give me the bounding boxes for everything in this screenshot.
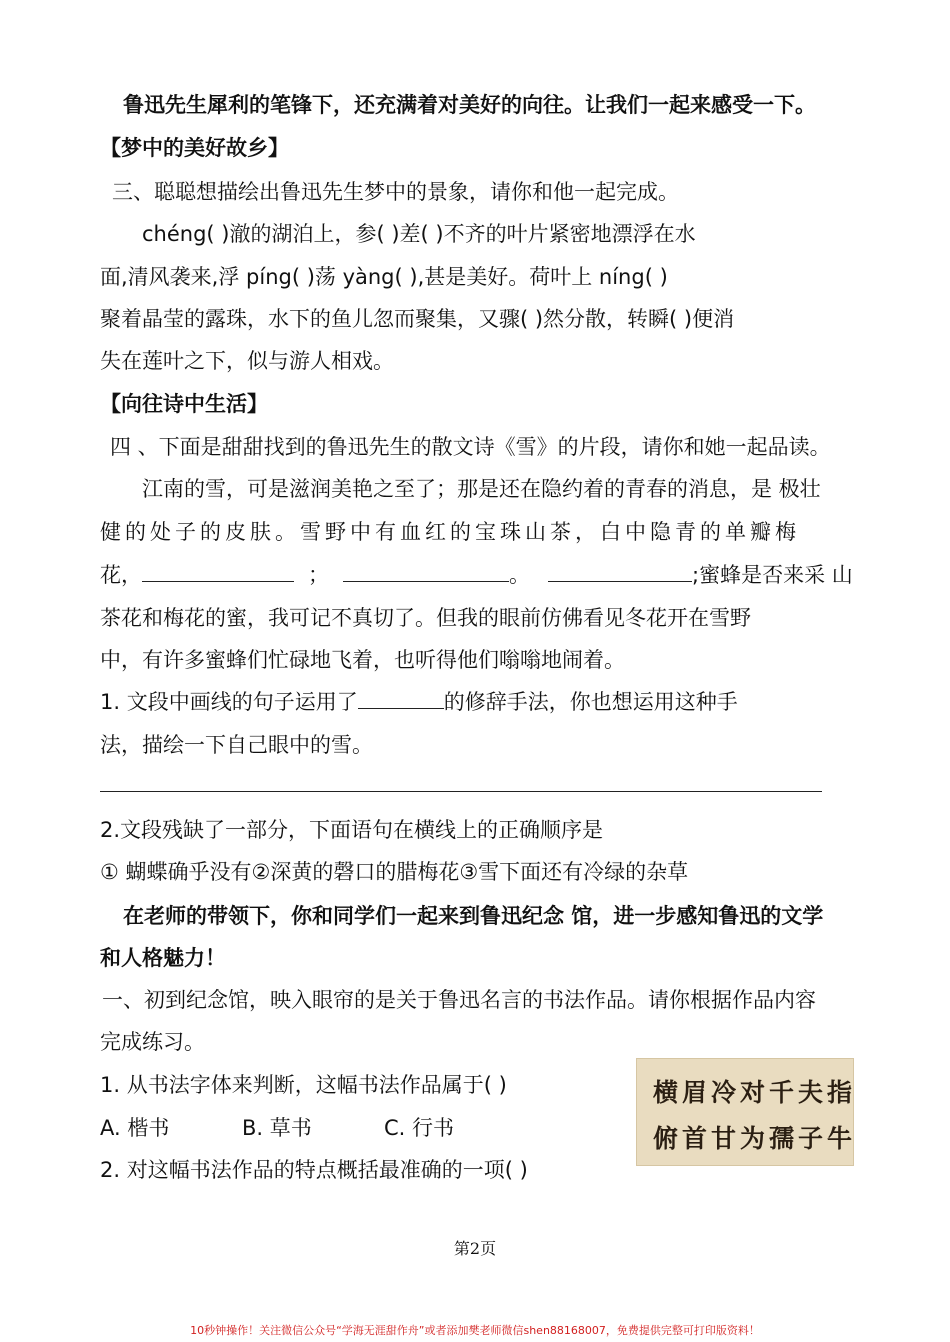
sub-question-1-start: 1. 文段中画线的句子运用了 xyxy=(100,690,358,714)
blank-1[interactable] xyxy=(142,563,294,582)
calligraphy-line-2: 俯首甘为孺子牛 xyxy=(653,1124,857,1153)
sub-question-2: 2.文段残缺了一部分，下面语句在横线上的正确顺序是 xyxy=(100,818,604,842)
passage-line-3-start: 花， xyxy=(100,563,142,587)
question-1-prompt: 一、初到纪念馆，映入眼帘的是关于鲁迅名言的书法作品。请你根据作品内容 xyxy=(102,988,816,1012)
question-4-prompt: 四 、下面是甜甜找到的鲁迅先生的散文诗《雪》的片段，请你和她一起品读。 xyxy=(110,435,831,459)
sub-question-2-options: ① 蝴蝶确乎没有②深黄的磬口的腊梅花③雪下面还有冷绿的杂草 xyxy=(100,860,689,884)
sub-question-1-continued: 法，描绘一下自己眼中的雪。 xyxy=(100,733,373,757)
option-a[interactable]: A. 楷书 xyxy=(100,1116,170,1140)
passage-line-4: 茶花和梅花的蜜，我可记不真切了。但我的眼前仿佛看见冬花开在雪野 xyxy=(100,606,751,630)
rhetoric-blank[interactable] xyxy=(358,690,444,709)
question-3-prompt: 三、聪聪想描绘出鲁迅先生梦中的景象，请你和他一起完成。 xyxy=(112,180,679,204)
intro-2-line-2: 和人格魅力！ xyxy=(100,946,226,970)
passage-line-3-end: ;蜜蜂是否来采 山 xyxy=(692,563,853,587)
calligraphy-line-1: 横眉冷对千夫指 xyxy=(653,1078,857,1107)
question-1-sub-1: 1. 从书法字体来判断，这幅书法作品属于( ) xyxy=(100,1073,507,1097)
passage-line-2: 健的处子的皮肤。雪野中有血红的宝珠山茶，白中隐青的单瓣梅 xyxy=(100,520,800,544)
calligraphy-image xyxy=(636,1058,857,1166)
question-3-text-line-3: 聚着晶莹的露珠，水下的鱼儿忽而聚集，又骤( )然分散，转瞬( )便消 xyxy=(100,307,735,331)
blank-3[interactable] xyxy=(548,563,692,582)
question-1-prompt-continued: 完成练习。 xyxy=(100,1030,205,1054)
intro-text: 鲁迅先生犀利的笔锋下，还充满着对美好的向往。让我们一起来感受一下。 xyxy=(123,93,816,117)
footer-notice: 10秒钟操作！关注微信公众号“学海无涯甜作舟”或者添加樊老师微信shen88168007，免费提供完整可打印版资料！ xyxy=(190,1324,760,1337)
option-b[interactable]: B. 草书 xyxy=(242,1116,312,1140)
option-c[interactable]: C. 行书 xyxy=(384,1116,455,1140)
passage-period: 。 xyxy=(509,563,530,587)
page-number: 第2页 xyxy=(453,1239,497,1258)
question-1-sub-2: 2. 对这幅书法作品的特点概括最准确的一项( ) xyxy=(100,1158,528,1182)
section-title-dream-hometown: 【梦中的美好故乡】 xyxy=(100,136,289,160)
section-title-poetic-life: 【向往诗中生活】 xyxy=(100,392,268,416)
question-3-text-line-1: chéng( )澈的湖泊上，参( )差( )不齐的叶片紧密地漂浮在水 xyxy=(142,222,696,246)
passage-line-1: 江南的雪，可是滋润美艳之至了；那是还在隐约着的青春的消息，是 极壮 xyxy=(142,477,821,501)
passage-semicolon: ； xyxy=(308,563,329,587)
answer-line[interactable] xyxy=(100,791,822,792)
blank-2[interactable] xyxy=(343,563,509,582)
passage-line-3 xyxy=(100,563,853,588)
passage-line-5: 中，有许多蜜蜂们忙碌地飞着，也听得他们嗡嗡地闹着。 xyxy=(100,648,625,672)
sub-question-1 xyxy=(100,690,738,715)
sub-question-1-end: 的修辞手法，你也想运用这种手 xyxy=(443,690,738,714)
question-3-text-line-4: 失在莲叶之下，似与游人相戏。 xyxy=(100,349,394,373)
question-3-text-line-2: 面,清风袭来,浮 píng( )荡 yàng( ),甚是美好。荷叶上 níng( ) xyxy=(100,265,668,289)
intro-2-line-1: 在老师的带领下，你和同学们一起来到鲁迅纪念 馆，进一步感知鲁迅的文学 xyxy=(123,904,824,928)
